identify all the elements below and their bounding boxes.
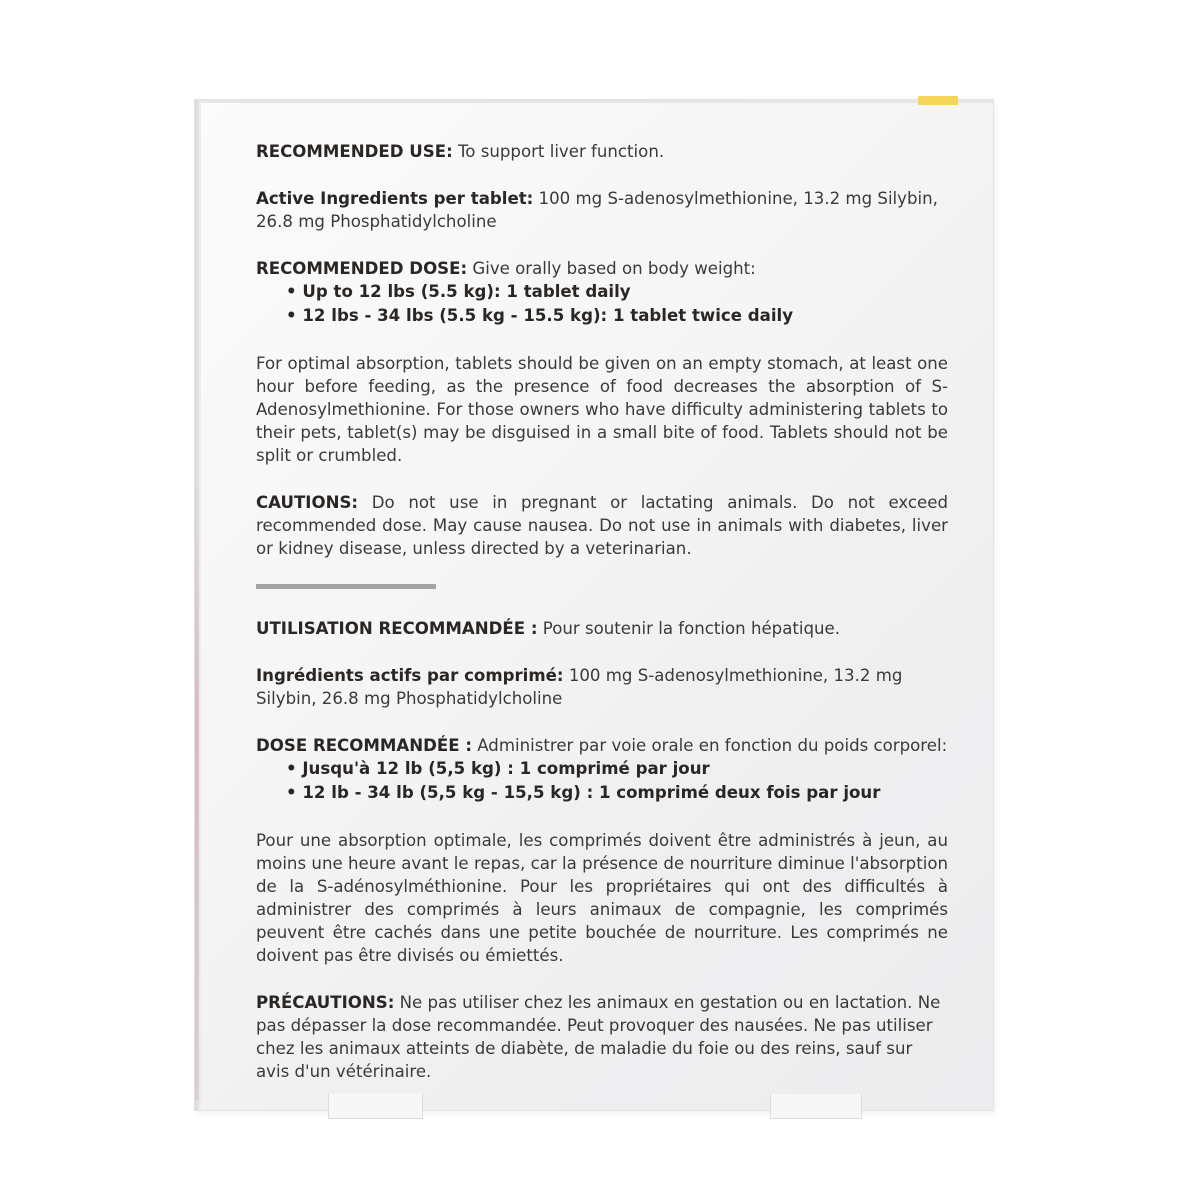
fr-dose-label: DOSE RECOMMANDÉE : xyxy=(256,736,472,755)
en-dose-label: RECOMMENDED DOSE: xyxy=(256,259,468,278)
box-top-edge xyxy=(195,100,993,103)
en-cautions-text: Do not use in pregnant or lactating animals. Do not exceed recommended dose. May cause nausea. Do not use in animals with diabetes, liver or kidney disease, unless directed by a veterinarian. xyxy=(256,493,948,558)
box-side-color-reflection xyxy=(195,480,199,1100)
fr-recommended-dose xyxy=(256,734,948,805)
fr-dose-text: Administrer par voie orale en fonction du poids corporel: xyxy=(471,736,948,755)
language-divider xyxy=(256,584,436,589)
en-cautions xyxy=(256,491,948,560)
fr-dose-item: • 12 lb - 34 lb (5,5 kg - 15,5 kg) : 1 comprimé deux fois par jour xyxy=(286,783,881,802)
en-recommended-use xyxy=(256,140,948,163)
label-text-block xyxy=(256,140,948,1107)
en-dose-text: Give orally based on body weight: xyxy=(467,259,756,278)
fr-recommended-use xyxy=(256,617,948,640)
yellow-box-flap xyxy=(918,96,958,105)
en-use-label: RECOMMENDED USE: xyxy=(256,142,453,161)
en-cautions-label: CAUTIONS: xyxy=(256,493,359,512)
en-dose-item: • Up to 12 lbs (5.5 kg): 1 tablet daily xyxy=(286,282,631,301)
en-recommended-dose xyxy=(256,257,948,328)
fr-cautions-text: Ne pas utiliser chez les animaux en gestation ou en lactation. Ne pas dépasser la dose recommandée. Peut provoquer des nausées. Ne pas utiliser chez les animaux atteints de diabète, de maladie du foie ou des reins, sauf sur avis d'un vétérinaire. xyxy=(256,993,941,1081)
fr-use-text: Pour soutenir la fonction hépatique. xyxy=(537,619,841,638)
fr-ingredients-label: Ingrédients actifs par comprimé: xyxy=(256,666,564,685)
fr-cautions-label: PRÉCAUTIONS: xyxy=(256,993,395,1012)
fr-cautions xyxy=(256,991,948,1083)
en-dose-item: • 12 lbs - 34 lbs (5.5 kg - 15.5 kg): 1 tablet twice daily xyxy=(286,306,794,325)
fr-use-label: UTILISATION RECOMMANDÉE : xyxy=(256,619,538,638)
fr-active-ingredients xyxy=(256,664,948,710)
fr-ingredients-text: 100 mg S-adenosylmethionine, 13.2 mg Silybin, 26.8 mg Phosphatidylcholine xyxy=(256,666,903,708)
en-ingredients-label: Active Ingredients per tablet: xyxy=(256,189,534,208)
fr-dose-item: • Jusqu'à 12 lb (5,5 kg) : 1 comprimé par jour xyxy=(286,759,710,778)
en-absorption-text: For optimal absorption, tablets should be given on an empty stomach, at least one hour before feeding, as the presence of food decreases the absorption of S-Adenosylmethionine. For those owners who have difficulty administering tablets to their pets, tablet(s) may be disguised in a small bite of food. Tablets should not be split or crumbled. xyxy=(256,354,948,465)
en-use-text: To support liver function. xyxy=(452,142,665,161)
fr-absorption-text: Pour une absorption optimale, les comprimés doivent être administrés à jeun, au moins une heure avant le repas, car la présence de nourriture diminue l'absorption de la S-adénosylméthionine. Pour les propriétaires qui ont des difficultés à administrer des comprimés à leurs animaux de compagnie, les comprimés peuvent être cachés dans une petite bouchée de nourriture. Les comprimés ne doivent pas être divisés ou émiettés. xyxy=(256,831,948,965)
en-ingredients-text: 100 mg S-adenosylmethionine, 13.2 mg Silybin, 26.8 mg Phosphatidylcholine xyxy=(256,189,938,231)
en-active-ingredients xyxy=(256,187,948,233)
